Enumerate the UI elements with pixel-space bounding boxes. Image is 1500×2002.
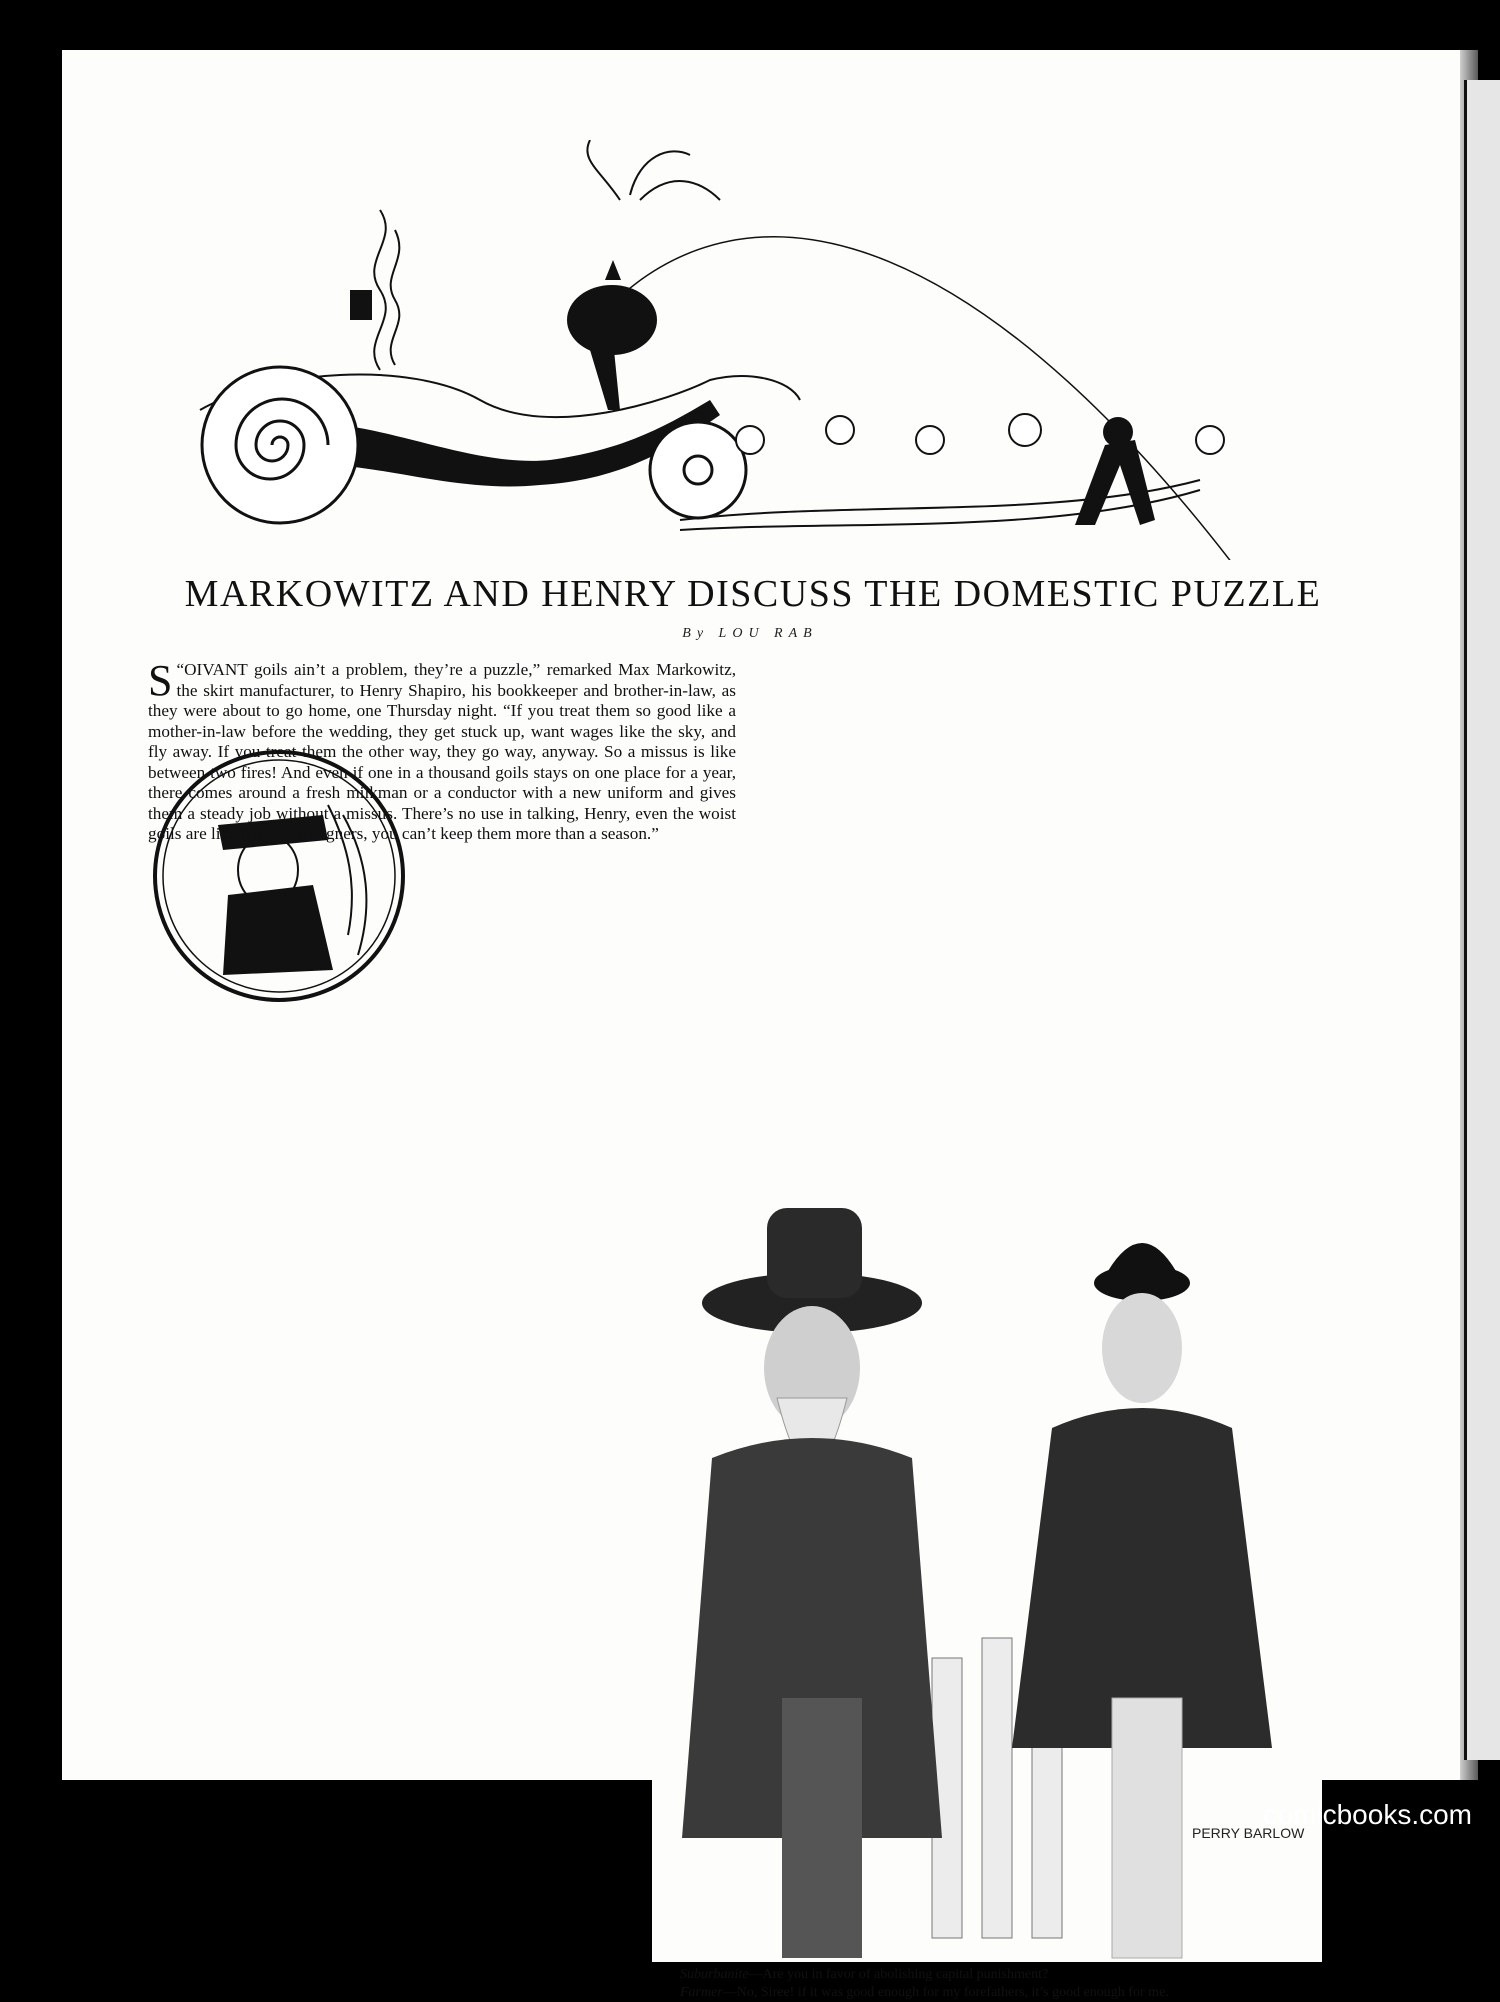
adjacent-page-edge xyxy=(1464,80,1500,1760)
caption-text-1: —Are you in favor of abolishing capital punishment? xyxy=(748,1967,1049,1982)
left-paragraph-1: OIVANT goils ain’t a problem, they’re a puzzle,” remarked Max Markowitz, the skirt manufacturer, to Henry Shapiro, his bookkeeper and brother-in-law, as they were about to go home, one Thursday night. “If you treat them so good like a mother-in-law before the wedding, they get stuck up, want wages like the sky, and fly away. If you treat them the other way, they go way, anyway. So a missus is like between two fires! And even if one in a thousand goils stays on one place for a year, there comes around a fresh milkman or a conductor with a new uniform and gives them a steady job without a missus. There’s no use in talking, Henry, even the woist goils are like the best designers, you can’t keep them more than a season.” xyxy=(148,660,736,843)
caption-line-1 xyxy=(680,1966,1169,1984)
artist-signature: PERRY BARLOW xyxy=(1192,1825,1305,1841)
caption-text-2: —No, Siree! if it was good enough for my forefathers, it’s good enough for me. xyxy=(722,1985,1169,2000)
caption-speaker-1: Suburbanite xyxy=(680,1967,749,1982)
article-byline: By LOU RAB xyxy=(682,626,818,641)
left-column-top xyxy=(148,656,736,845)
header-illustration xyxy=(150,140,1380,560)
left-paragraph-1-quote: “ xyxy=(176,660,185,679)
drop-cap: S xyxy=(148,656,173,705)
article-title: MARKOWITZ AND HENRY DISCUSS THE DOMESTIC PUZZLE xyxy=(184,573,1322,615)
caption-line-2 xyxy=(680,1984,1169,2002)
cartoon-caption xyxy=(680,1966,1169,2002)
watermark: comicbooks.com xyxy=(1263,1799,1472,1830)
cartoon-photo-illustration xyxy=(652,1098,1322,1962)
caption-speaker-2: Farmer xyxy=(680,1985,723,2000)
